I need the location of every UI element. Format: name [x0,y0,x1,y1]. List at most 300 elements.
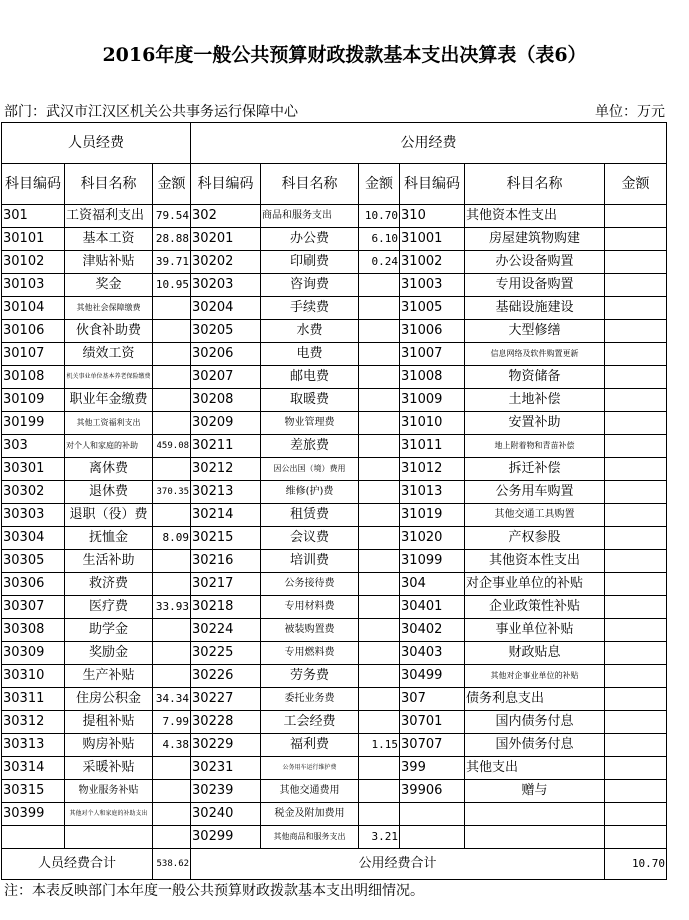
subject-code-cell: 31003 [400,274,465,297]
subject-code-cell: 31009 [400,389,465,412]
subject-name-cell [465,826,605,849]
amount-cell [153,826,191,849]
subject-name-cell: 其他支出 [465,757,605,780]
subject-name-cell: 电费 [261,343,359,366]
amount-cell [359,596,400,619]
subject-name-cell: 其他资本性支出 [465,550,605,573]
subject-name-cell: 国内债务付息 [465,711,605,734]
subject-code-cell: 30211 [191,435,261,458]
amount-cell [605,343,667,366]
subject-name-cell: 安置补助 [465,412,605,435]
subject-code-cell: 30224 [191,619,261,642]
subject-code-cell: 30239 [191,780,261,803]
subject-name-cell: 专用材料费 [261,596,359,619]
subject-code-cell: 30310 [2,665,65,688]
subject-name-cell: 伙食补助费 [65,320,153,343]
subject-name-cell: 咨询费 [261,274,359,297]
subject-name-cell: 公务接待费 [261,573,359,596]
col-amount-header: 金额 [605,164,667,205]
amount-cell: 10.70 [359,205,400,228]
subject-code-cell: 30101 [2,228,65,251]
subject-name-cell: 国外债务付息 [465,734,605,757]
amount-cell [153,320,191,343]
subject-name-cell: 维修(护)费 [261,481,359,504]
subject-name-cell: 办公费 [261,228,359,251]
subject-name-cell [465,803,605,826]
subject-code-cell: 31020 [400,527,465,550]
subject-name-cell: 退职（役）费 [65,504,153,527]
table-row [2,205,667,228]
amount-cell [153,343,191,366]
amount-cell [359,573,400,596]
personnel-total-value: 538.62 [153,849,191,880]
subject-name-cell: 委托业务费 [261,688,359,711]
subject-name-cell [65,826,153,849]
amount-cell [605,573,667,596]
table-row [2,596,667,619]
subject-code-cell: 30399 [2,803,65,826]
amount-cell [605,619,667,642]
table-row [2,780,667,803]
subject-code-cell: 30103 [2,274,65,297]
amount-cell [359,780,400,803]
subject-name-cell: 物资储备 [465,366,605,389]
subject-name-cell: 产权参股 [465,527,605,550]
subject-name-cell: 会议费 [261,527,359,550]
amount-cell [605,596,667,619]
col-name-header: 科目名称 [65,164,153,205]
subject-name-cell: 生产补贴 [65,665,153,688]
amount-cell [605,205,667,228]
amount-cell [153,389,191,412]
subject-name-cell: 住房公积金 [65,688,153,711]
amount-cell [153,366,191,389]
subject-name-cell: 公务用车购置 [465,481,605,504]
amount-cell: 7.99 [153,711,191,734]
col-code-header: 科目编码 [191,164,261,205]
subject-name-cell: 其他工资福利支出 [65,412,153,435]
subject-code-cell: 30304 [2,527,65,550]
subject-name-cell: 专用燃料费 [261,642,359,665]
subject-name-cell: 商品和服务支出 [261,205,359,228]
table-row [2,412,667,435]
subject-name-cell: 培训费 [261,550,359,573]
table-row [2,366,667,389]
amount-cell: 79.54 [153,205,191,228]
amount-cell [359,412,400,435]
subject-code-cell: 304 [400,573,465,596]
table-row [2,320,667,343]
subject-code-cell: 31019 [400,504,465,527]
subject-code-cell: 30217 [191,573,261,596]
amount-cell: 0.24 [359,251,400,274]
amount-cell: 33.93 [153,596,191,619]
subject-name-cell: 购房补贴 [65,734,153,757]
public-total-value: 10.70 [605,849,667,880]
subject-name-cell: 物业服务补贴 [65,780,153,803]
subject-code-cell: 30228 [191,711,261,734]
table-row [2,527,667,550]
amount-cell [605,734,667,757]
subject-name-cell: 邮电费 [261,366,359,389]
subject-name-cell: 信息网络及软件购置更新 [465,343,605,366]
subject-code-cell: 30313 [2,734,65,757]
amount-cell [359,619,400,642]
public-total-label: 公用经费合计 [191,849,605,880]
table-row [2,343,667,366]
amount-cell: 4.38 [153,734,191,757]
table-row [2,573,667,596]
table-row [2,619,667,642]
subject-name-cell: 物业管理费 [261,412,359,435]
amount-cell [359,504,400,527]
subject-name-cell: 津贴补贴 [65,251,153,274]
subject-code-cell: 30299 [191,826,261,849]
amount-cell [605,228,667,251]
subject-name-cell: 采暖补贴 [65,757,153,780]
page-title: 2016年度一般公共预算财政拨款基本支出决算表（表6） [102,44,587,66]
amount-cell [605,297,667,320]
amount-cell [359,343,400,366]
subject-code-cell: 31013 [400,481,465,504]
subject-name-cell: 水费 [261,320,359,343]
amount-cell [153,412,191,435]
amount-cell [605,688,667,711]
subject-code-cell: 30231 [191,757,261,780]
subject-code-cell: 30307 [2,596,65,619]
amount-cell [153,665,191,688]
table-row [2,435,667,458]
subject-name-cell: 提租补贴 [65,711,153,734]
subject-name-cell: 手续费 [261,297,359,320]
amount-cell [605,389,667,412]
subject-code-cell: 30315 [2,780,65,803]
subject-code-cell: 31002 [400,251,465,274]
subject-code-cell: 39906 [400,780,465,803]
subject-name-cell: 基础设施建设 [465,297,605,320]
amount-cell [359,665,400,688]
subject-code-cell: 30213 [191,481,261,504]
amount-cell [153,780,191,803]
subject-code-cell: 30107 [2,343,65,366]
amount-cell: 28.88 [153,228,191,251]
expenditure-table [1,122,667,880]
amount-cell [153,757,191,780]
col-code-header: 科目编码 [2,164,65,205]
amount-cell [359,366,400,389]
subject-name-cell: 因公出国（境）费用 [261,458,359,481]
subject-name-cell: 抚恤金 [65,527,153,550]
subject-code-cell: 31012 [400,458,465,481]
subject-code-cell: 30701 [400,711,465,734]
table-row [2,803,667,826]
subject-code-cell: 30227 [191,688,261,711]
subject-code-cell: 30305 [2,550,65,573]
subject-code-cell: 30106 [2,320,65,343]
amount-cell [605,251,667,274]
subject-code-cell: 30203 [191,274,261,297]
subject-name-cell: 福利费 [261,734,359,757]
subject-name-cell: 其他社会保障缴费 [65,297,153,320]
subject-code-cell: 30314 [2,757,65,780]
subject-name-cell: 专用设备购置 [465,274,605,297]
amount-cell [605,757,667,780]
amount-cell: 6.10 [359,228,400,251]
subject-name-cell: 奖励金 [65,642,153,665]
subject-code-cell: 30309 [2,642,65,665]
subject-code-cell: 301 [2,205,65,228]
amount-cell [605,435,667,458]
subject-code-cell: 30225 [191,642,261,665]
subject-code-cell: 30206 [191,343,261,366]
subject-name-cell: 奖金 [65,274,153,297]
subject-code-cell: 30109 [2,389,65,412]
amount-cell [359,274,400,297]
table-row [2,757,667,780]
amount-cell [359,458,400,481]
subject-name-cell: 其他资本性支出 [465,205,605,228]
subject-name-cell: 对个人和家庭的补助 [65,435,153,458]
amount-cell [153,642,191,665]
amount-cell [359,297,400,320]
amount-cell [605,320,667,343]
subject-code-cell: 30229 [191,734,261,757]
amount-cell: 39.71 [153,251,191,274]
amount-cell [359,550,400,573]
table-row [2,228,667,251]
subject-name-cell: 大型修缮 [465,320,605,343]
subject-code-cell: 30403 [400,642,465,665]
subject-code-cell: 30402 [400,619,465,642]
amount-cell [605,665,667,688]
subject-name-cell: 印刷费 [261,251,359,274]
subject-code-cell: 30208 [191,389,261,412]
table-row [2,274,667,297]
subject-name-cell: 被装购置费 [261,619,359,642]
amount-cell [605,458,667,481]
amount-cell [359,803,400,826]
department-label: 部门：武汉市江汉区机关公共事务运行保障中心 [4,104,298,120]
table-row [2,665,667,688]
amount-cell [359,711,400,734]
amount-cell [359,481,400,504]
subject-name-cell: 退休费 [65,481,153,504]
amount-cell [605,527,667,550]
amount-cell: 1.15 [359,734,400,757]
table-row [2,458,667,481]
col-name-header: 科目名称 [465,164,605,205]
subject-name-cell: 拆迁补偿 [465,458,605,481]
subject-code-cell: 30214 [191,504,261,527]
subject-code-cell: 31005 [400,297,465,320]
subject-name-cell: 其他对个人和家庭的补助支出 [65,803,153,826]
subject-code-cell: 30108 [2,366,65,389]
subject-code-cell: 31011 [400,435,465,458]
subject-code-cell: 30306 [2,573,65,596]
table-row [2,389,667,412]
subject-code-cell: 30104 [2,297,65,320]
subject-code-cell: 30312 [2,711,65,734]
amount-cell [605,481,667,504]
subject-name-cell: 机关事业单位基本养老保险缴费 [65,366,153,389]
table-row [2,711,667,734]
amount-cell [605,412,667,435]
subject-name-cell: 劳务费 [261,665,359,688]
subject-code-cell: 30302 [2,481,65,504]
subject-code-cell: 30301 [2,458,65,481]
amount-cell [153,550,191,573]
table-row [2,550,667,573]
subject-code-cell: 310 [400,205,465,228]
amount-cell [605,274,667,297]
amount-cell [605,711,667,734]
subject-code-cell: 30204 [191,297,261,320]
subject-code-cell: 30240 [191,803,261,826]
subject-code-cell: 30216 [191,550,261,573]
subject-name-cell: 事业单位补贴 [465,619,605,642]
amount-cell [359,320,400,343]
subject-code-cell: 31007 [400,343,465,366]
subject-name-cell: 租赁费 [261,504,359,527]
col-name-header: 科目名称 [261,164,359,205]
subject-name-cell: 其他交通工具购置 [465,504,605,527]
subject-code-cell: 30303 [2,504,65,527]
amount-cell [153,297,191,320]
amount-cell [359,642,400,665]
amount-cell [605,826,667,849]
amount-cell [359,688,400,711]
amount-cell: 370.35 [153,481,191,504]
subject-name-cell: 生活补助 [65,550,153,573]
amount-cell [359,757,400,780]
amount-cell [605,366,667,389]
col-amount-header: 金额 [359,164,400,205]
table-row [2,734,667,757]
amount-cell [605,642,667,665]
subject-code-cell: 30226 [191,665,261,688]
subject-name-cell: 办公设备购置 [465,251,605,274]
personnel-total-label: 人员经费合计 [2,849,153,880]
subject-code-cell: 30199 [2,412,65,435]
subject-code-cell: 30209 [191,412,261,435]
subject-code-cell: 30102 [2,251,65,274]
amount-cell: 8.09 [153,527,191,550]
subject-name-cell: 企业政策性补贴 [465,596,605,619]
subject-name-cell: 土地补偿 [465,389,605,412]
subject-name-cell: 工会经费 [261,711,359,734]
amount-cell [153,619,191,642]
subject-name-cell: 工资福利支出 [65,205,153,228]
subject-code-cell: 302 [191,205,261,228]
subject-name-cell: 房屋建筑物购建 [465,228,605,251]
subject-name-cell: 差旅费 [261,435,359,458]
subject-code-cell: 30205 [191,320,261,343]
subject-code-cell: 31001 [400,228,465,251]
table-row [2,826,667,849]
subject-name-cell: 助学金 [65,619,153,642]
subject-name-cell: 其他对企事业单位的补贴 [465,665,605,688]
subject-code-cell [400,803,465,826]
subject-name-cell: 税金及附加费用 [261,803,359,826]
subject-name-cell: 公务用车运行维护费 [261,757,359,780]
amount-cell: 10.95 [153,274,191,297]
subject-code-cell: 31010 [400,412,465,435]
subject-code-cell: 31099 [400,550,465,573]
subject-name-cell: 对企事业单位的补贴 [465,573,605,596]
subject-name-cell: 财政贴息 [465,642,605,665]
public-expense-header: 公用经费 [191,123,667,164]
subject-name-cell: 绩效工资 [65,343,153,366]
subject-name-cell: 职业年金缴费 [65,389,153,412]
subject-name-cell: 救济费 [65,573,153,596]
amount-cell: 34.34 [153,688,191,711]
table-row [2,688,667,711]
subject-code-cell: 30499 [400,665,465,688]
amount-cell [359,389,400,412]
subject-code-cell: 30215 [191,527,261,550]
amount-cell: 3.21 [359,826,400,849]
subject-name-cell: 地上附着物和青苗补偿 [465,435,605,458]
subject-code-cell: 399 [400,757,465,780]
subject-name-cell: 赠与 [465,780,605,803]
col-code-header: 科目编码 [400,164,465,205]
subject-code-cell: 31008 [400,366,465,389]
amount-cell [153,458,191,481]
subject-code-cell [400,826,465,849]
subject-code-cell: 30201 [191,228,261,251]
footnote: 注：本表反映部门本年度一般公共预算财政拨款基本支出明细情况。 [4,883,424,899]
amount-cell [359,435,400,458]
subject-name-cell: 取暖费 [261,389,359,412]
amount-cell [153,504,191,527]
amount-cell: 459.08 [153,435,191,458]
subject-code-cell: 30308 [2,619,65,642]
subject-code-cell: 303 [2,435,65,458]
subject-name-cell: 其他交通费用 [261,780,359,803]
subject-name-cell: 其他商品和服务支出 [261,826,359,849]
amount-cell [605,504,667,527]
subject-code-cell: 30212 [191,458,261,481]
amount-cell [153,803,191,826]
subject-name-cell: 离休费 [65,458,153,481]
subject-name-cell: 债务利息支出 [465,688,605,711]
col-amount-header: 金额 [153,164,191,205]
amount-cell [605,780,667,803]
table-row [2,504,667,527]
table-row [2,481,667,504]
subject-code-cell: 31006 [400,320,465,343]
subject-code-cell: 30311 [2,688,65,711]
table-row [2,297,667,320]
subject-name-cell: 基本工资 [65,228,153,251]
subject-code-cell: 30401 [400,596,465,619]
personnel-expense-header: 人员经费 [2,123,191,164]
amount-cell [605,803,667,826]
subject-code-cell: 307 [400,688,465,711]
subject-code-cell: 30207 [191,366,261,389]
table-row [2,251,667,274]
amount-cell [359,527,400,550]
subject-code-cell: 30202 [191,251,261,274]
table-row [2,642,667,665]
amount-cell [605,550,667,573]
subject-code-cell: 30707 [400,734,465,757]
unit-label: 单位：万元 [595,104,665,120]
subject-name-cell: 医疗费 [65,596,153,619]
amount-cell [153,573,191,596]
subject-code-cell: 30218 [191,596,261,619]
subject-code-cell [2,826,65,849]
